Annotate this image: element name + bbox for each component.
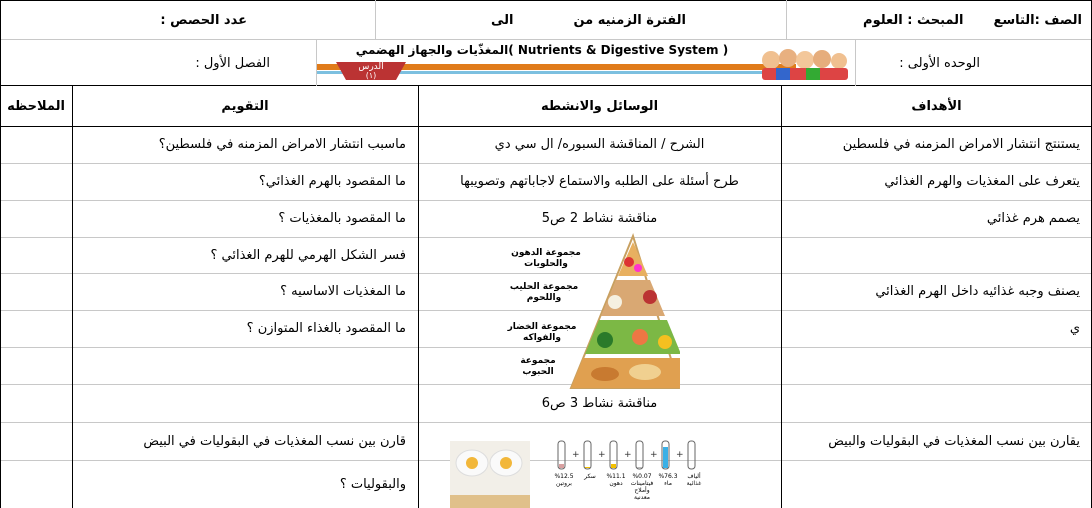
goal-cell xyxy=(781,237,1092,273)
test-tubes-graphic xyxy=(548,439,718,473)
assessment-header: التقويم xyxy=(221,98,269,114)
period-cell xyxy=(375,0,786,40)
tube-label: %11.1 دهون xyxy=(606,473,626,487)
activity-cell: الشرح / المناقشة السبوره/ ال سي دي xyxy=(494,137,705,152)
tube-label: ألياف غذائية xyxy=(686,473,702,487)
notes-cell xyxy=(0,163,72,200)
table-row xyxy=(0,460,1092,508)
assessment-cell xyxy=(72,384,418,422)
svg-text:+: + xyxy=(598,450,606,460)
tube-label: %0.07 فيتامينات وأملاح معدنية xyxy=(630,473,654,501)
nutrient-tubes-chart xyxy=(548,439,718,505)
table-row xyxy=(0,422,1092,460)
notes-cell xyxy=(0,310,72,347)
notes-cell xyxy=(0,237,72,273)
notes-cell xyxy=(0,460,72,508)
assessment-cell: فسر الشكل الهرمي للهرم الغذائي ؟ xyxy=(210,247,406,263)
header-row xyxy=(0,0,1092,40)
notes-cell xyxy=(0,347,72,384)
chapter-cell xyxy=(0,40,316,86)
goal-cell xyxy=(781,384,1092,422)
svg-text:+: + xyxy=(572,450,580,460)
activity-cell: مناقشة نشاط 2 ص5 xyxy=(541,211,658,226)
svg-text:+: + xyxy=(650,450,658,460)
pyramid-label-grains: مجموعة الحبوب xyxy=(520,356,556,377)
assessment-cell: ماسبب انتشار الامراض المزمنه في فلسطين؟ xyxy=(158,137,406,152)
subheader-row xyxy=(0,40,1092,86)
notes-cell xyxy=(0,384,72,422)
table-row xyxy=(0,163,1092,200)
banner-lesson-number: (١) xyxy=(365,71,377,80)
svg-text:+: + xyxy=(676,450,684,460)
assessment-cell: والبقوليات ؟ xyxy=(339,476,406,492)
unit-label: الوحده الأولى : xyxy=(899,55,980,71)
children-illustration xyxy=(762,49,848,80)
goal-cell: يستنتج انتشار الامراض المزمنه في فلسطين xyxy=(842,137,1080,152)
banner-lesson-word: الدرس xyxy=(358,62,384,72)
column-header-row xyxy=(0,86,1092,126)
subject-label: المبحث : العلوم xyxy=(863,12,964,28)
goal-cell: يتعرف على المغذيات والهرم الغذائي xyxy=(884,174,1080,189)
goals-header: الأهداف xyxy=(911,98,962,114)
assessment-cell: ما المغذيات الاساسيه ؟ xyxy=(280,284,406,299)
eggs-photo xyxy=(450,441,530,508)
goal-cell xyxy=(781,347,1092,384)
pyramid-label-fats: مجموعة الدهون والحلويات xyxy=(511,248,581,269)
assessment-cell: ما المقصود بالمغذيات ؟ xyxy=(278,211,406,226)
grade-subject-cell xyxy=(786,0,1092,40)
grade-label: الصف :التاسع xyxy=(993,12,1082,28)
notes-header: الملاحظه xyxy=(7,98,65,114)
lesson-banner xyxy=(316,40,856,86)
period-label: الفترة الزمنيه من xyxy=(573,12,686,28)
food-pyramid-image xyxy=(505,232,680,390)
unit-cell xyxy=(855,40,1092,86)
banner-title: المغذّيات والجهاز الهضمي( Nutrients & Digestive System ) xyxy=(355,43,729,57)
activity-cell: مناقشة نشاط 3 ص6 xyxy=(541,395,658,411)
period-to-label: الى xyxy=(490,12,514,28)
goal-cell: يصمم هرم غذائي xyxy=(986,211,1080,226)
lessons-count-label: عدد الحصص : xyxy=(160,12,247,28)
pyramid-label-dairy-meat: مجموعة الحليب واللحوم xyxy=(509,282,579,303)
assessment-cell: ما المقصود بالهرم الغذائي؟ xyxy=(258,174,406,189)
goal-cell: ي xyxy=(1069,321,1080,336)
tube-labels xyxy=(548,473,718,503)
goal-cell: يصنف وجبه غذائيه داخل الهرم الغذائي xyxy=(875,284,1080,299)
tube-label: سكر xyxy=(584,473,596,480)
tube-label: %12.5 بروتين xyxy=(554,473,574,487)
svg-text:+: + xyxy=(624,450,632,460)
notes-cell xyxy=(0,422,72,460)
pyramid-label-vegetables: مجموعة الخضار والفواكه xyxy=(507,322,577,343)
notes-cell xyxy=(0,126,72,163)
goal-cell xyxy=(781,460,1092,508)
assessment-cell xyxy=(72,347,418,384)
lessons-count-cell xyxy=(0,0,375,40)
eggs-graphic xyxy=(450,441,530,508)
notes-cell xyxy=(0,200,72,237)
assessment-cell: قارن بين نسب المغذيات في البقوليات في البيض xyxy=(143,433,406,449)
activities-header: الوسائل والانشطه xyxy=(540,98,659,114)
activity-cell: طرح أسئلة على الطلبه والاستماع لاجاباتهم وتصويبها xyxy=(460,174,739,189)
table-row xyxy=(0,126,1092,163)
tube-label: %76.3 ماء xyxy=(658,473,678,487)
chapter-label: الفصل الأول : xyxy=(195,55,270,71)
notes-cell xyxy=(0,273,72,310)
goal-cell: يقارن بين نسب المغذيات في البقوليات والبيض xyxy=(828,433,1080,449)
assessment-cell: ما المقصود بالغذاء المتوازن ؟ xyxy=(246,321,406,336)
